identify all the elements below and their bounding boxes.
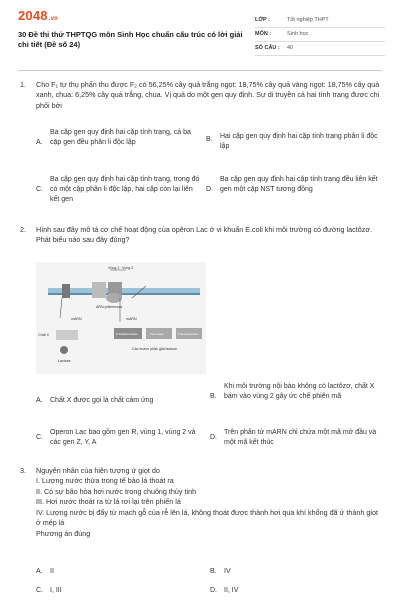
enzymes-caption: Các enzim phân giải lactose <box>132 347 177 351</box>
region-2-label: Vùng 2 <box>122 266 134 270</box>
option-label: A. <box>36 139 43 146</box>
question-number: 1. <box>20 80 26 89</box>
rna-polymerase-label: ARN pôlimeraza <box>96 305 123 309</box>
option-text: Ba cặp gen quy định hai cặp tính trạng, trong đó có một cặp phân li độc lập, hai cặp còn lại liên kết gen <box>50 176 200 204</box>
option-label: A. <box>36 397 43 404</box>
option-label: B. <box>206 136 213 143</box>
document-title: 30 Đề thi thử THPTQG môn Sinh Học chuẩn cấu trúc có lời giải chi tiết (Đề số 24) <box>18 30 243 50</box>
option-text: Ba cặp gen quy định hai cặp tính trạng, cả ba cặp gen đều phân li độc lập <box>50 129 191 147</box>
option-text: II <box>50 568 54 575</box>
option-text: Operon Lac bao gồm gen R, vùng 1, vùng 2 và các gen Z, Y, A <box>50 429 196 447</box>
statement-3: III. Hơi nước thoát ra từ lá rơi lại trên phiến lá <box>36 497 181 507</box>
lactose-molecule <box>60 346 68 354</box>
statement-4: IV. Lượng nước bị đẩy từ mạch gỗ của rễ lên lá, không thoát được thành hơi qua khí khổng đã ứ thành giọt ở mép lá <box>36 507 378 528</box>
option-text: IV <box>224 568 231 575</box>
document-meta <box>255 14 385 56</box>
lactose-label: Lactose <box>58 359 71 363</box>
substance-x <box>56 330 78 340</box>
option-label: D. <box>210 434 217 441</box>
option-label: B. <box>210 393 217 400</box>
statement-1: I. Lượng nước thừa trong tế bào lá thoát ra <box>36 476 174 486</box>
option-text: Trên phân tử mARN chỉ chứa một mã mở đầu và một mã kết thúc <box>224 429 377 447</box>
rna-polymerase <box>106 293 122 303</box>
option-text: Chất X được gọi là chất cảm ứng <box>50 397 154 404</box>
meta-key: SỐ CÂU : <box>255 45 280 51</box>
option-label: D. <box>210 587 217 594</box>
meta-row-subject <box>255 28 385 42</box>
option-label: A. <box>36 568 43 575</box>
substance-x-label: Chất X <box>38 333 49 337</box>
option-text: Khi môi trường nội bào không có lactôzơ, chất X bám vào vùng 2 gây ức chế phiên mã <box>224 383 375 401</box>
meta-row-count <box>255 42 385 56</box>
meta-value: 40 <box>287 45 294 51</box>
option-label: C. <box>36 434 43 441</box>
option-label: C. <box>36 186 43 193</box>
meta-value: Tốt nghiệp THPT <box>287 17 329 23</box>
option-text: I, III <box>50 587 62 594</box>
option-label: D. <box>206 186 213 193</box>
region-1-box <box>92 282 106 298</box>
question-text: Cho F₁ tự thụ phấn thu được F₂ có 56,25% cây quả trắng ngọt: 18,75% cây quả vàng ngọt: 18,75% cây quả xanh, chua: 6,25% cây quả trắng, chua. Vị quả do một gen quy định. Sự di truyền cả hai tính trạng được chi phối bởi <box>36 80 380 110</box>
option-text: II, IV <box>224 587 239 594</box>
enzyme-y-label: Permease <box>150 332 164 336</box>
meta-value: Sinh học <box>287 31 309 37</box>
site-logo[interactable]: 2048.vn <box>18 8 59 23</box>
question-3 <box>18 466 382 596</box>
question-text: Hình sau đây mô tả cơ chế hoạt động của opêron Lac ở vi khuẩn E.coli khi môi trường có đường lactôzơ. Phát biểu nào sau đây đúng? <box>36 225 373 245</box>
mrna-label-2: mARN <box>126 317 137 321</box>
enzyme-z-label: β-Galactosidase <box>116 332 138 336</box>
region-1-label: Vùng 1 <box>108 266 120 270</box>
question-1 <box>18 80 382 230</box>
option-label: B. <box>210 568 217 575</box>
answer-prompt: Phương án đúng <box>36 528 91 538</box>
lac-operon-figure <box>36 262 206 374</box>
option-text: Ba cặp gen quy định hai cặp tính trạng đều liên kết gen một cặp NST tương đồng <box>220 176 378 194</box>
header-divider <box>18 70 382 71</box>
mrna-label-1: mARN <box>71 317 82 321</box>
dna-strand-lower <box>48 293 200 295</box>
option-label: C. <box>36 587 43 594</box>
dna-strand <box>48 288 200 293</box>
question-number: 2. <box>20 225 26 234</box>
page-header <box>0 0 400 70</box>
question-body <box>36 466 380 539</box>
gene-r <box>62 284 70 298</box>
meta-key: LỚP : <box>255 17 270 23</box>
statement-2: II. Có sự bão hòa hơi nước trong chuông thủy tinh <box>36 486 197 496</box>
question-number: 3. <box>20 466 26 475</box>
question-text: Nguyên nhân của hiện tượng ứ giọt do <box>36 466 160 475</box>
enzyme-a-label: Transacetylase <box>178 332 199 336</box>
meta-row-class <box>255 14 385 28</box>
meta-key: MÔN : <box>255 31 272 37</box>
option-text: Hai cặp gen quy định hai cặp tính trạng phân li độc lập <box>220 133 378 151</box>
